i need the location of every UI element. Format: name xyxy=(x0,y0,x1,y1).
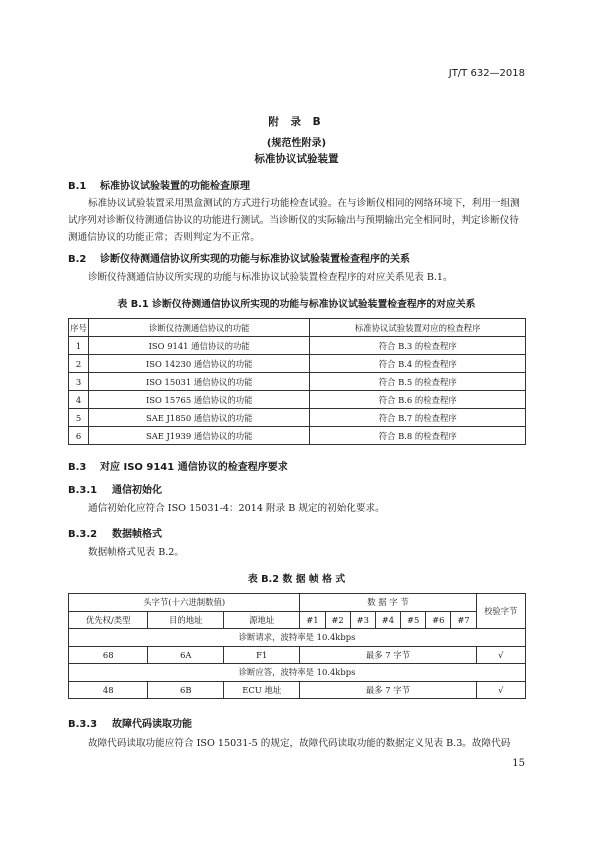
table-cell: SAE J1850 通信协议的功能 xyxy=(88,409,310,427)
table-cell: F1 xyxy=(224,646,300,664)
table-subheader-row xyxy=(69,611,526,629)
section-b32-paragraph: 数据帧格式见表 B.2。 xyxy=(88,547,185,558)
check-mark-cell: √ xyxy=(476,646,525,664)
table-cell: 6A xyxy=(148,646,224,664)
annex-label: 附 录 B xyxy=(268,116,325,128)
header-cell: #2 xyxy=(325,611,350,629)
table-cell: 1 xyxy=(69,337,89,355)
section-number: B.3 xyxy=(68,462,87,473)
section-number: B.1 xyxy=(68,181,87,192)
table-header-row xyxy=(69,594,526,612)
table-cell: 6B xyxy=(148,681,224,699)
table-row xyxy=(69,391,526,409)
header-cell: #4 xyxy=(375,611,400,629)
header-group-cell: 头字节(十六进制数值) xyxy=(69,594,300,612)
table-cell: ISO 15031 通信协议的功能 xyxy=(88,373,310,391)
table-cell: 最多 7 字节 xyxy=(300,681,476,699)
header-cell: 标准协议试验装置对应的检查程序 xyxy=(310,319,526,337)
table-row xyxy=(69,355,526,373)
section-number: B.3.3 xyxy=(68,719,98,730)
section-title: 标准协议试验装置的功能检查原理 xyxy=(100,181,250,192)
table-row xyxy=(69,427,526,445)
table-cell: 符合 B.5 的检查程序 xyxy=(310,373,526,391)
table-row xyxy=(69,337,526,355)
section-number: B.2 xyxy=(68,254,87,265)
section-b1-heading xyxy=(68,177,250,192)
section-b2-heading xyxy=(68,250,410,265)
table-cell: ISO 9141 通信协议的功能 xyxy=(88,337,310,355)
section-title: 诊断仪待测通信协议所实现的功能与标准协议试验装置检查程序的关系 xyxy=(100,254,410,265)
table-cell: 符合 B.4 的检查程序 xyxy=(310,355,526,373)
table-cell: ISO 14230 通信协议的功能 xyxy=(88,355,310,373)
table-cell: ECU 地址 xyxy=(224,681,300,699)
table-cell: 68 xyxy=(69,646,148,664)
table-row xyxy=(69,646,526,664)
table-b2 xyxy=(68,593,526,699)
table-cell: 6 xyxy=(69,427,89,445)
table-cell: 3 xyxy=(69,373,89,391)
header-cell: #7 xyxy=(451,611,476,629)
table-b1 xyxy=(68,318,526,445)
section-b3-heading xyxy=(68,458,288,473)
table-cell: 符合 B.3 的检查程序 xyxy=(310,337,526,355)
section-b31-heading xyxy=(68,481,162,496)
table-cell: 2 xyxy=(69,355,89,373)
response-note: 诊断应答，波特率是 10.4kbps xyxy=(69,664,526,682)
request-note: 诊断请求，波特率是 10.4kbps xyxy=(69,629,526,647)
table-b1-caption: 表 B.1 诊断仪待测通信协议所实现的功能与标准协议试验装置检查程序的对应关系 xyxy=(117,299,476,310)
table-row xyxy=(69,373,526,391)
table-b2-caption: 表 B.2 数 据 帧 格 式 xyxy=(247,574,346,585)
table-cell: SAE J1939 通信协议的功能 xyxy=(88,427,310,445)
section-number: B.3.2 xyxy=(68,529,98,540)
annex-title: 标准协议试验装置 xyxy=(254,153,339,165)
check-byte-header: 校验字节 xyxy=(476,594,525,629)
section-title: 对应 ISO 9141 通信协议的检查程序要求 xyxy=(100,462,288,473)
section-number: B.3.1 xyxy=(68,485,98,496)
header-cell: 目的地址 xyxy=(148,611,224,629)
header-cell: #3 xyxy=(350,611,375,629)
table-header-row xyxy=(69,319,526,337)
table-cell: 5 xyxy=(69,409,89,427)
header-cell: 诊断仪待测通信协议的功能 xyxy=(88,319,310,337)
section-title: 故障代码读取功能 xyxy=(112,719,192,730)
table-cell: 最多 7 字节 xyxy=(300,646,476,664)
page-number: 15 xyxy=(512,758,525,769)
header-cell: 序号 xyxy=(69,319,89,337)
table-cell: ISO 15765 通信协议的功能 xyxy=(88,391,310,409)
data-group-cell: 数 据 字 节 xyxy=(300,594,476,612)
header-cell: #6 xyxy=(426,611,451,629)
table-note-row xyxy=(69,664,526,682)
section-title: 通信初始化 xyxy=(112,485,162,496)
section-b1-paragraph: 标准协议试验装置采用黑盒测试的方式进行功能检查试验。在与诊断仪相同的网络环境下，利用一组测试序列对诊断仪待测通信协议的功能进行测试。当诊断仪的实际输出与预期输出完全相同时，判定诊断仪待测通信协议的功能正常；否则判定为不正常。 xyxy=(68,198,520,243)
section-b2-paragraph: 诊断仪待测通信协议所实现的功能与标准协议试验装置检查程序的对应关系见表 B.1。 xyxy=(88,272,453,283)
table-cell: 4 xyxy=(69,391,89,409)
table-cell: 48 xyxy=(69,681,148,699)
section-b33-paragraph: 故障代码读取功能应符合 ISO 15031-5 的规定，故障代码读取功能的数据定义见表 B.3。故障代码 xyxy=(88,738,511,749)
table-cell: 符合 B.6 的检查程序 xyxy=(310,391,526,409)
header-cell: 源地址 xyxy=(224,611,300,629)
table-note-row xyxy=(69,629,526,647)
annex-normative: (规范性附录) xyxy=(266,138,327,149)
standard-code: JT/T 632—2018 xyxy=(448,68,525,79)
table-row xyxy=(69,409,526,427)
section-title: 数据帧格式 xyxy=(112,529,162,540)
header-cell: #5 xyxy=(401,611,426,629)
section-b31-paragraph: 通信初始化应符合 ISO 15031-4：2014 附录 B 规定的初始化要求。 xyxy=(88,503,385,514)
section-b32-heading xyxy=(68,525,162,540)
table-row xyxy=(69,681,526,699)
section-b33-heading xyxy=(68,715,192,730)
header-cell: 优先权/类型 xyxy=(69,611,148,629)
header-cell: #1 xyxy=(300,611,325,629)
table-cell: 符合 B.8 的检查程序 xyxy=(310,427,526,445)
check-mark-cell: √ xyxy=(476,681,525,699)
table-cell: 符合 B.7 的检查程序 xyxy=(310,409,526,427)
